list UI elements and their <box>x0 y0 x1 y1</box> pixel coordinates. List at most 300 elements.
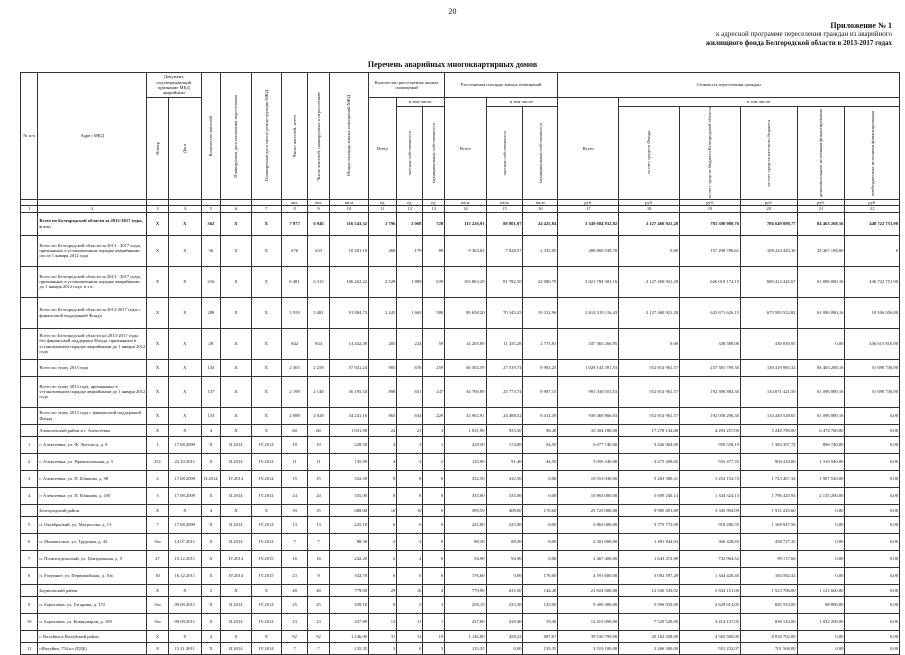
table-cell-8: 24 <box>282 487 308 504</box>
table-cell-7: IV.2015 <box>251 550 281 567</box>
table-cell-19: 360 428,65 <box>680 533 741 550</box>
table-cell-16: 98,40 <box>523 424 558 436</box>
col-number-cell-3: 3 <box>147 206 169 212</box>
table-cell-10: 228,50 <box>329 436 368 453</box>
table-cell-3: Х <box>147 266 169 297</box>
table-cell-7: IV.2014 <box>251 487 281 504</box>
hdr-rooms-including: в том числе: <box>397 98 445 107</box>
table-cell-19: 783 308 980,76 <box>680 212 741 235</box>
table-cell-21: 0,00 <box>797 533 845 550</box>
table-cell-17: 33 304 180,00 <box>558 424 619 436</box>
table-cell-5: 316 <box>201 266 221 297</box>
table-cell-22: 0,00 <box>845 642 900 654</box>
table-cell-9: 35 <box>308 504 330 516</box>
table-cell-19: 1 344 324,13 <box>680 487 741 504</box>
table-cell-20: 1 168 947,56 <box>741 516 798 533</box>
table-cell-22: 51 690 736,90 <box>845 359 900 376</box>
table-cell-16: 176,60 <box>523 567 558 584</box>
table-cell-3: Х <box>147 212 169 235</box>
table-cell-10: 14 442,49 <box>329 328 368 359</box>
table-cell-14: 1 146,00 <box>445 630 486 642</box>
table-cell-17: 437 365 266,95 <box>558 328 619 359</box>
table-cell-4: Х <box>168 504 201 516</box>
table-cell-3: Х <box>147 584 169 596</box>
table-cell-15: 88 801,07 <box>486 212 523 235</box>
table-cell-15: 88,30 <box>486 533 523 550</box>
table-cell-13: 639 <box>423 266 445 297</box>
hdr-cost-region: за счет средств бюджета Белгородской области <box>680 107 741 200</box>
unit-cell-11: ед. <box>369 199 397 205</box>
table-cell-9: 2 028 <box>308 407 330 424</box>
table-cell-18: 2 127 460 921,28 <box>619 212 680 235</box>
table-cell-6: II.2014 <box>221 596 251 613</box>
table-cell-13: 2 <box>423 453 445 470</box>
table-cell-12: 2 <box>397 533 423 550</box>
table-cell-3: Х <box>147 407 169 424</box>
table-cell-12: 12 <box>397 630 423 642</box>
table-cell-22: 0,00 <box>845 453 900 470</box>
col-number-cell-8: 8 <box>282 206 308 212</box>
table-cell-15: 933,50 <box>486 424 523 436</box>
table-cell-6: Х <box>221 424 251 436</box>
data-body <box>21 212 900 654</box>
table-cell-19: 4 565 500,00 <box>680 630 741 642</box>
table-cell-7: Х <box>251 266 281 297</box>
table-cell-18: 12 336 543,02 <box>619 584 680 596</box>
table-cell-7: IV.2014 <box>251 533 281 550</box>
table-cell-22: 0,00 <box>845 550 900 567</box>
table-cell-14: 135,35 <box>445 642 486 654</box>
table-cell-18: 3 775 772,09 <box>619 516 680 533</box>
table-cell-16: 24 425,84 <box>523 212 558 235</box>
table-cell-17: 12 415 000,00 <box>558 613 619 630</box>
table-cell-9: 11 <box>308 453 330 470</box>
table-cell-9: 25 <box>308 596 330 613</box>
table-row <box>21 487 900 504</box>
table-cell-10: 1 031,90 <box>329 424 368 436</box>
table-cell-18: 0,00 <box>619 328 680 359</box>
table-cell-3: 8 <box>147 642 169 654</box>
table-cell-2: Борисовский район <box>38 584 147 596</box>
table-cell-14: 94,90 <box>445 550 486 567</box>
table-cell-17: 3 349 684 832,82 <box>558 212 619 235</box>
table-cell-3: 3 <box>147 487 169 504</box>
hdr-residents: Число жителей, всего <box>282 73 308 200</box>
table-cell-12: 8 <box>397 470 423 487</box>
table-cell-4: 14.07.2011 <box>168 533 201 550</box>
table-cell-21: 61 096 080,16 <box>797 297 845 328</box>
table-cell-1: 11 <box>21 642 38 654</box>
hdr-total-area: Общая площадь жилых помещений МКД <box>329 73 368 200</box>
table-cell-1: 7 <box>21 550 38 567</box>
table-cell-19: 338 588,00 <box>680 328 741 359</box>
table-cell-11: 8 <box>369 487 397 504</box>
table-cell-17: 10 863 000,00 <box>558 487 619 504</box>
table-cell-8: 15 <box>282 470 308 487</box>
table-cell-5: Х <box>201 436 221 453</box>
table-cell-19: 553 477,35 <box>680 453 741 470</box>
table-cell-11: 12 <box>369 613 397 630</box>
col-number-cell-11: 11 <box>369 206 397 212</box>
table-cell-1 <box>21 359 38 376</box>
table-cell-18: 552 814 961,57 <box>619 376 680 407</box>
table-cell-8: 2 198 <box>282 376 308 407</box>
table-cell-21: 0,00 <box>797 642 845 654</box>
table-cell-14: 258,10 <box>445 596 486 613</box>
table-cell-8: 5 559 <box>282 297 308 328</box>
table-cell-2: Всего по Белгородской области на 2013-2017 годы без финансовой поддержки Фонда, признанных в установленном порядке аварийными до 1 января 2012 года <box>38 328 147 359</box>
appendix-line-1: к адресной программе переселения граждан из аварийного <box>716 30 892 38</box>
table-cell-19: 4 293 257,00 <box>680 424 741 436</box>
table-title: Перечень аварийных многоквартирных домов <box>367 60 538 69</box>
table-cell-2: Всего по этапу 2013 года <box>38 359 147 376</box>
table-cell-22: 0,00 <box>845 613 900 630</box>
table-cell-22: 0,00 <box>845 584 900 596</box>
hdr-num: № п/п <box>21 73 38 200</box>
table-cell-13: 59 <box>423 328 445 359</box>
table-cell-3: 30 <box>147 567 169 584</box>
table-cell-12: 6 <box>397 516 423 533</box>
table-cell-22: 0,00 <box>845 504 900 516</box>
table-cell-22: 0,00 <box>845 487 900 504</box>
table-cell-3: 7 <box>147 516 169 533</box>
table-cell-21: 98 800,00 <box>797 596 845 613</box>
table-row <box>21 470 900 487</box>
table-cell-13: 0 <box>423 487 445 504</box>
table-cell-20: 838 143,00 <box>741 613 798 630</box>
table-cell-13: 1 <box>423 613 445 630</box>
table-cell-15: 7 028,57 <box>486 235 523 266</box>
table-cell-19: 950 558,19 <box>680 436 741 453</box>
table-cell-3: Х <box>147 297 169 328</box>
table-cell-6: II.2014 <box>221 516 251 533</box>
table-cell-3: Х <box>147 235 169 266</box>
table-cell-12: 3 <box>397 436 423 453</box>
table-cell-8: 23 <box>282 613 308 630</box>
table-cell-9: 7 <box>308 533 330 550</box>
table-cell-9: 60 <box>308 424 330 436</box>
unit-cell-19: руб. <box>680 199 741 205</box>
table-row <box>21 550 900 567</box>
table-cell-12: 0 <box>397 567 423 584</box>
table-cell-10: 258,10 <box>329 596 368 613</box>
table-cell-10: 1 146,00 <box>329 630 368 642</box>
table-cell-10: 225,10 <box>329 516 368 533</box>
table-cell-1: 9 <box>21 596 38 613</box>
table-row <box>21 642 900 654</box>
table-cell-19: 732 964,52 <box>680 550 741 567</box>
table-cell-7: Х <box>251 504 281 516</box>
table-cell-8: 16 <box>282 550 308 567</box>
table-cell-18: 2 266 300,00 <box>619 642 680 654</box>
table-cell-6: IV.2014 <box>221 567 251 584</box>
table-cell-12: 179 <box>397 235 423 266</box>
table-cell-11: 4 <box>369 436 397 453</box>
table-cell-5: Х <box>201 642 221 654</box>
hdr-rooms-private: частная собственность <box>397 107 423 200</box>
table-cell-4: Х <box>168 376 201 407</box>
table-cell-21: 1 121 600,00 <box>797 584 845 596</box>
table-cell-13: 247 <box>423 376 445 407</box>
table-cell-4: 09.09.2011 <box>168 613 201 630</box>
table-cell-14: 89 658,20 <box>445 297 486 328</box>
table-cell-4: Х <box>168 584 201 596</box>
table-cell-6: Х <box>221 266 251 297</box>
table-cell-17: 939 469 866,03 <box>558 407 619 424</box>
table-cell-9: 92 <box>308 630 330 642</box>
table-cell-20: 134 240 528,65 <box>741 407 798 424</box>
table-cell-16: 0,00 <box>523 550 558 567</box>
table-cell-17: 1 028 143 391,53 <box>558 359 619 376</box>
table-cell-15: 408,00 <box>486 504 523 516</box>
table-cell-3: б/н <box>147 613 169 630</box>
table-cell-15: 0,00 <box>486 642 523 654</box>
table-cell-1: 10 <box>21 613 38 630</box>
table-cell-9: 48 <box>308 584 330 596</box>
table-cell-6: II.2014 <box>221 533 251 550</box>
table-cell-10: 335,00 <box>329 487 368 504</box>
table-cell-9: 23 <box>308 613 330 630</box>
table-cell-16: 8 987,15 <box>523 376 558 407</box>
table-cell-18: 5 996 033,00 <box>619 596 680 613</box>
table-cell-4: Х <box>168 297 201 328</box>
table-cell-2: г. Алексеевка, ул. П. Юшкова, д. 98 <box>38 470 147 487</box>
col-number-cell-12: 12 <box>397 206 423 212</box>
table-cell-2: п. Разумное, ул. Первомайская, д. 10а <box>38 567 147 584</box>
table-cell-11: 8 <box>369 596 397 613</box>
table-cell-19: 2 629 014,05 <box>680 596 741 613</box>
table-cell-6: II.2014 <box>221 613 251 630</box>
table-cell-10: 242,20 <box>329 550 368 567</box>
table-cell-14: 437,80 <box>445 613 486 630</box>
table-cell-15: 335,00 <box>486 487 523 504</box>
table-cell-4: 17.08.2009 <box>168 516 201 533</box>
col-number-cell-22: 22 <box>845 206 900 212</box>
table-cell-14: 14 205,09 <box>445 328 486 359</box>
table-cell-22: 0,00 <box>845 630 900 642</box>
table-cell-5: Х <box>201 453 221 470</box>
table-cell-14: 9 363,62 <box>445 235 486 266</box>
table-cell-7: IV.2014 <box>251 642 281 654</box>
hdr-cost-including: в том числе: <box>619 98 900 107</box>
table-cell-2: г. Алексеевка, ул. Ф. Энгельса, д. 8 <box>38 436 147 453</box>
table-cell-2: г.Валуйки, 754 кл (ПДБ) <box>38 642 147 654</box>
table-cell-7: IV.2014 <box>251 516 281 533</box>
table-cell-21: 61 096 080,16 <box>797 407 845 424</box>
table-cell-11: 903 <box>369 359 397 376</box>
table-cell-11: 8 <box>369 470 397 487</box>
table-cell-12: 11 <box>397 613 423 630</box>
unit-cell-21: руб. <box>797 199 845 205</box>
table-cell-10: 437,80 <box>329 613 368 630</box>
hdr-area-people: Число жителей, планируемых к переселению <box>308 73 330 200</box>
hdr-planned-date: Планируемая дата сноса/ реконструкции МКД <box>251 73 281 200</box>
table-cell-8: 23 <box>282 567 308 584</box>
table-cell-22: 0,00 <box>845 596 900 613</box>
table-cell-17: 3 519 100,00 <box>558 642 619 654</box>
table-cell-20: 138 419 985,32 <box>741 359 798 376</box>
table-cell-9: 10 <box>308 436 330 453</box>
hdr-cost-extra2: внебюджетные источники финансирования <box>845 107 900 200</box>
table-cell-9: 13 <box>308 516 330 533</box>
table-cell-16: 687,67 <box>523 630 558 642</box>
table-cell-12: 1 889 <box>397 266 423 297</box>
table-cell-16: 22 080,79 <box>523 266 558 297</box>
table-cell-8: 48 <box>282 584 308 596</box>
col-number-cell-6: 6 <box>221 206 251 212</box>
table-cell-5: Х <box>201 613 221 630</box>
table-cell-15: 174,00 <box>486 436 523 453</box>
table-cell-2: Всего по этапу 2013 года, признанных в установленном порядке аварийными до 1 января 2012 года <box>38 376 147 407</box>
table-cell-16: 2 335,05 <box>523 235 558 266</box>
table-cell-15: 332,50 <box>486 470 523 487</box>
table-cell-5: Х <box>201 533 221 550</box>
table-cell-13: 580 <box>423 297 445 328</box>
table-cell-14: 225,00 <box>445 516 486 533</box>
table-cell-20: 1 723 467,34 <box>741 470 798 487</box>
table-cell-15: 24 488,52 <box>486 407 523 424</box>
table-cell-3: б/н <box>147 533 169 550</box>
table-cell-16: 19,40 <box>523 613 558 630</box>
table-cell-2: г. Алексеевка, ул. П. Юшкова, д. 100 <box>38 487 147 504</box>
table-cell-13: 0 <box>423 550 445 567</box>
hdr-rooms-total: Всего <box>369 98 397 200</box>
table-cell-1 <box>21 328 38 359</box>
table-cell-10: 91 884,73 <box>329 297 368 328</box>
table-row <box>21 596 900 613</box>
table-cell-5: II.2014 <box>201 470 221 487</box>
table-cell-13: 4 <box>423 584 445 596</box>
table-cell-2: п. Борисовка, ул. Гагарина, д. 172 <box>38 596 147 613</box>
table-cell-12: 16 <box>397 584 423 596</box>
table-cell-4: Х <box>168 266 201 297</box>
table-cell-20: 1 796 425,94 <box>741 487 798 504</box>
table-cell-12: 21 <box>397 424 423 436</box>
table-cell-18: 3 426 004,00 <box>619 436 680 453</box>
table-cell-6: II.2014 <box>221 642 251 654</box>
table-cell-17: 3 021 784 303,16 <box>558 266 619 297</box>
table-cell-12: 2 <box>397 550 423 567</box>
col-number-cell-9: 9 <box>308 206 330 212</box>
table-cell-6: Х <box>221 235 251 266</box>
table-cell-13: 3 <box>423 642 445 654</box>
table-cell-3: Х <box>147 359 169 376</box>
table-cell-2: п. Политотдельский, ул. Центральная, д. 5 <box>38 550 147 567</box>
table-cell-16: 2 773,81 <box>523 328 558 359</box>
table-cell-20: 685 553,00 <box>741 596 798 613</box>
table-cell-19: 1 254 152,72 <box>680 470 741 487</box>
table-cell-15: 0,00 <box>486 567 523 584</box>
table-cell-21: 84 463 268,16 <box>797 359 845 376</box>
table-cell-21: 1 907 520,00 <box>797 470 845 487</box>
table-cell-4: 22.10.2011 <box>168 453 201 470</box>
table-cell-19: 237 381 799,30 <box>680 359 741 376</box>
table-cell-8: 676 <box>282 235 308 266</box>
table-cell-1: 8 <box>21 567 38 584</box>
table-row <box>21 297 900 328</box>
table-cell-1 <box>21 407 38 424</box>
table-cell-14: 36 502,59 <box>445 359 486 376</box>
table-row <box>21 613 900 630</box>
hdr-cost-extra: дополнительные источники финансирования <box>797 107 845 200</box>
col-number-cell-18: 18 <box>619 206 680 212</box>
unit-cell-18: руб. <box>619 199 680 205</box>
hdr-demolition: Планируемая дата окончания переселения <box>221 73 251 200</box>
table-cell-15: 635,50 <box>486 584 523 596</box>
table-cell-7: Х <box>251 212 281 235</box>
col-number-cell-21: 21 <box>797 206 845 212</box>
table-cell-18: 20 162 458,00 <box>619 630 680 642</box>
table-cell-11: 2 <box>369 550 397 567</box>
table-cell-5: 36 <box>201 235 221 266</box>
table-cell-5: Х <box>201 567 221 584</box>
table-cell-21: 0,00 <box>797 550 845 567</box>
table-cell-6: Х <box>221 630 251 642</box>
table-cell-11: 2 245 <box>369 297 397 328</box>
table-cell-4: 09.09.2011 <box>168 596 201 613</box>
table-cell-14: 1 031,90 <box>445 424 486 436</box>
unit-cell-8: чел. <box>282 199 308 205</box>
col-number-cell-15: 15 <box>486 206 523 212</box>
table-cell-17: 288 800 538,78 <box>558 235 619 266</box>
table-cell-19: 918 280,35 <box>680 516 741 533</box>
appendix-title: Приложение № 1 <box>830 21 892 30</box>
table-cell-21: 896 740,00 <box>797 436 845 453</box>
table-cell-18: 1 643 472,89 <box>619 550 680 567</box>
table-cell-6: IV.2014 <box>221 550 251 567</box>
table-cell-22: 0,00 <box>845 407 900 424</box>
table-cell-16: 44,50 <box>523 453 558 470</box>
table-cell-17: 991 330 053,53 <box>558 376 619 407</box>
table-cell-8: 2 305 <box>282 359 308 376</box>
table-cell-18: 2 275 209,65 <box>619 453 680 470</box>
table-cell-8: 92 <box>282 630 308 642</box>
table-cell-6: Х <box>221 212 251 235</box>
table-cell-20: 786 649 890,77 <box>741 212 798 235</box>
table-cell-1: 6 <box>21 533 38 550</box>
col-number-cell-5: 5 <box>201 206 221 212</box>
table-cell-5: 143 <box>201 359 221 376</box>
table-cell-20: 184 582,32 <box>741 567 798 584</box>
table-cell-5: 2 <box>201 584 221 596</box>
table-cell-17: 2 301 000,00 <box>558 533 619 550</box>
col-number-cell-14: 14 <box>445 206 486 212</box>
table-cell-15: 25 773,74 <box>486 376 523 407</box>
table-cell-4: 15.12.2011 <box>168 550 201 567</box>
table-cell-3: 1 <box>147 436 169 453</box>
table-cell-11: 268 <box>369 235 397 266</box>
table-cell-8: 7 <box>282 533 308 550</box>
table-cell-10: 37 941,24 <box>329 359 368 376</box>
table-cell-8: 11 <box>282 453 308 470</box>
table-cell-16: 54,50 <box>523 436 558 453</box>
table-cell-11: 31 <box>369 630 397 642</box>
table-row <box>21 212 900 235</box>
table-cell-13: 3 <box>423 596 445 613</box>
table-cell-1 <box>21 297 38 328</box>
col-number-cell-7: 7 <box>251 206 281 212</box>
table-cell-6: Х <box>221 297 251 328</box>
table-cell-21: 2 135 200,00 <box>797 487 845 504</box>
table-cell-9: 6 946 <box>308 212 330 235</box>
table-cell-10: 10 281,10 <box>329 235 368 266</box>
table-cell-3: 251 <box>147 453 169 470</box>
table-cell-6: Х <box>221 504 251 516</box>
table-cell-22: 448 722 751,90 <box>845 212 900 235</box>
table-cell-2: п. Октябрьский, ул. Матросова, д. 13 <box>38 516 147 533</box>
hdr-area-private: частная собственность <box>486 107 523 200</box>
table-cell-7: Х <box>251 376 281 407</box>
